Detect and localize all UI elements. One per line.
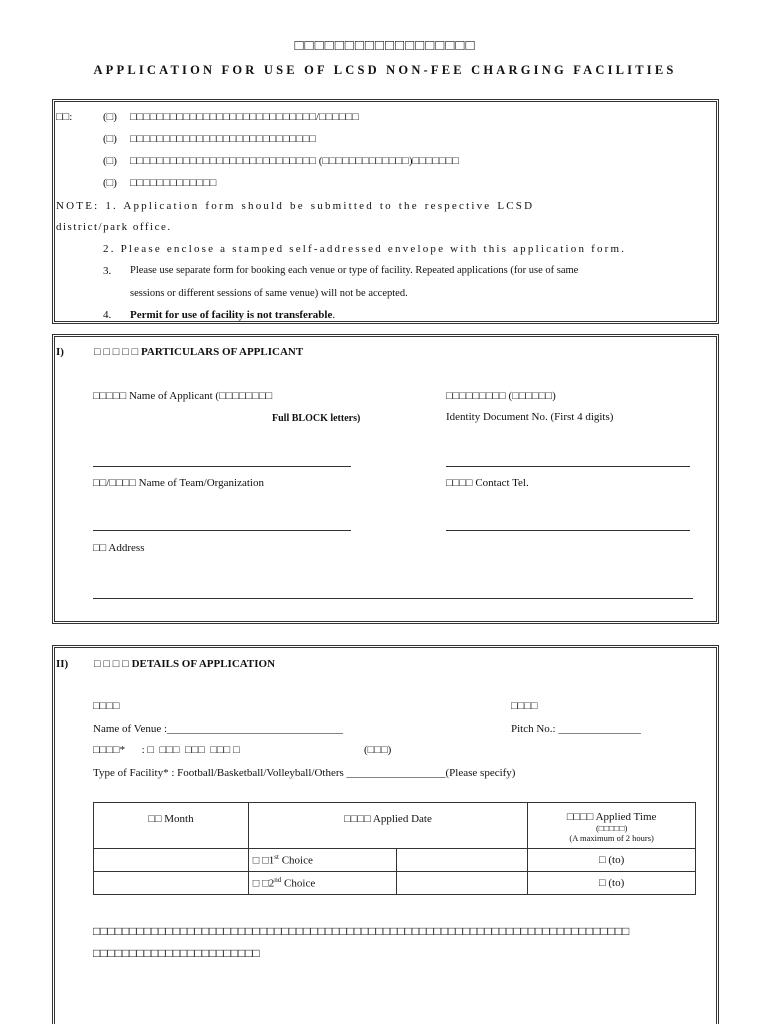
- date-cell[interactable]: [396, 849, 528, 872]
- declaration-text-chinese-continued: □□□□□□□□□□□□□□□□□□□□□□□: [93, 946, 260, 960]
- month-cell[interactable]: [94, 872, 249, 895]
- applicant-name-field[interactable]: [93, 466, 351, 467]
- team-organization-field[interactable]: [93, 530, 351, 531]
- contact-tel-label: □□□□ Contact Tel.: [446, 477, 529, 489]
- applied-time-column-header: □□□□ Applied Time (□□□□□) (A maximum of 2 hours): [528, 803, 696, 849]
- identity-document-field[interactable]: [446, 466, 690, 467]
- note-3-english: Please use separate form for booking each venue or type of facility. Repeated applications (for use of same: [130, 265, 579, 276]
- note-1-english-continued: district/park office.: [56, 221, 172, 233]
- section-2-title-english: DETAILS OF APPLICATION: [131, 658, 276, 670]
- venue-name-field[interactable]: Name of Venue :________________________________: [93, 723, 344, 735]
- facility-type-note-chinese: (□□□): [364, 744, 392, 756]
- note-item-chinese: □□□□□□□□□□□□□□□□□□□□□□□□□□□□: [130, 133, 317, 145]
- applied-time-subtitle-english: (A maximum of 2 hours): [569, 833, 654, 843]
- note-1-english: NOTE: 1. Application form should be submitted to the respective LCSD: [56, 200, 535, 212]
- notes-label-chinese: □□:: [56, 111, 73, 123]
- facility-type-label-chinese: □□□□* : □ □□□ □□□ □□□ □: [93, 744, 240, 756]
- note-3-english-continued: sessions or different sessions of same venue) will not be accepted.: [130, 288, 408, 299]
- section-1-title-chinese: □ □ □ □ □: [94, 346, 139, 358]
- address-field[interactable]: [93, 598, 693, 599]
- venue-label-chinese: □□□□: [93, 700, 120, 712]
- applicant-name-label: □□□□□ Name of Applicant (□□□□□□□□: [93, 390, 273, 402]
- applicant-name-hint: Full BLOCK letters): [272, 413, 361, 424]
- address-label: □□ Address: [93, 542, 145, 554]
- identity-document-label-chinese: □□□□□□□□□ (□□□□□□): [446, 390, 556, 402]
- application-schedule-table: [93, 802, 696, 895]
- choice-label: □ □1st Choice: [248, 849, 396, 872]
- note-item-chinese: □□□□□□□□□□□□□□□□□□□□□□□□□□□□ (□□□□□□□□□□□□□)□□□□□□□: [130, 155, 459, 167]
- table-row: [94, 872, 696, 895]
- note-4-number: 4.: [103, 309, 112, 321]
- facility-type-field[interactable]: Type of Facility* : Football/Basketball/Volleyball/Others __________________(Please specify): [93, 767, 516, 779]
- note-mark: (□): [103, 133, 117, 145]
- form-title-english: APPLICATION FOR USE OF LCSD NON-FEE CHARGING FACILITIES: [93, 63, 677, 77]
- date-cell[interactable]: [396, 872, 528, 895]
- table-row: [94, 849, 696, 872]
- note-item-chinese: □□□□□□□□□□□□□□□□□□□□□□□□□□□□/□□□□□□: [130, 111, 359, 123]
- pitch-label-chinese: □□□□: [511, 700, 538, 712]
- note-2-english: 2. Please enclose a stamped self-addressed envelope with this application form.: [103, 243, 627, 255]
- note-3-number: 3.: [103, 265, 112, 277]
- form-title-chinese: □□□□□□□□□□□□□□□□□□: [294, 38, 476, 54]
- note-mark: (□): [103, 111, 117, 123]
- section-1-title-english: PARTICULARS OF APPLICANT: [140, 346, 304, 358]
- choice-label: □ □2nd Choice: [248, 872, 396, 895]
- applied-time-subtitle-chinese: (□□□□□): [595, 823, 628, 833]
- team-organization-label: □□/□□□□ Name of Team/Organization: [93, 477, 264, 489]
- contact-tel-field[interactable]: [446, 530, 690, 531]
- note-4-english: Permit for use of facility is not transferable: [130, 309, 333, 321]
- month-cell[interactable]: [94, 849, 249, 872]
- applied-date-column-header: □□□□ Applied Date: [248, 803, 528, 849]
- note-mark: (□): [103, 177, 117, 189]
- note-item-chinese: □□□□□□□□□□□□□: [130, 177, 217, 189]
- time-cell[interactable]: □ (to): [528, 849, 696, 872]
- declaration-text-chinese: □□□□□□□□□□□□□□□□□□□□□□□□□□□□□□□□□□□□□□□□□□□□□□□□□□□□□□□□□□□□□□□□□□□□□□□□□□: [93, 924, 630, 938]
- identity-document-label-english: Identity Document No. (First 4 digits): [446, 411, 614, 423]
- section-2-title-chinese: □ □ □ □: [94, 658, 129, 670]
- note-mark: (□): [103, 155, 117, 167]
- month-column-header: □□ Month: [94, 803, 249, 849]
- section-1-number: I): [56, 346, 64, 358]
- pitch-number-field[interactable]: Pitch No.: _______________: [511, 723, 641, 735]
- section-2-number: II): [56, 658, 69, 670]
- note-4-period: .: [332, 309, 336, 321]
- time-cell[interactable]: □ (to): [528, 872, 696, 895]
